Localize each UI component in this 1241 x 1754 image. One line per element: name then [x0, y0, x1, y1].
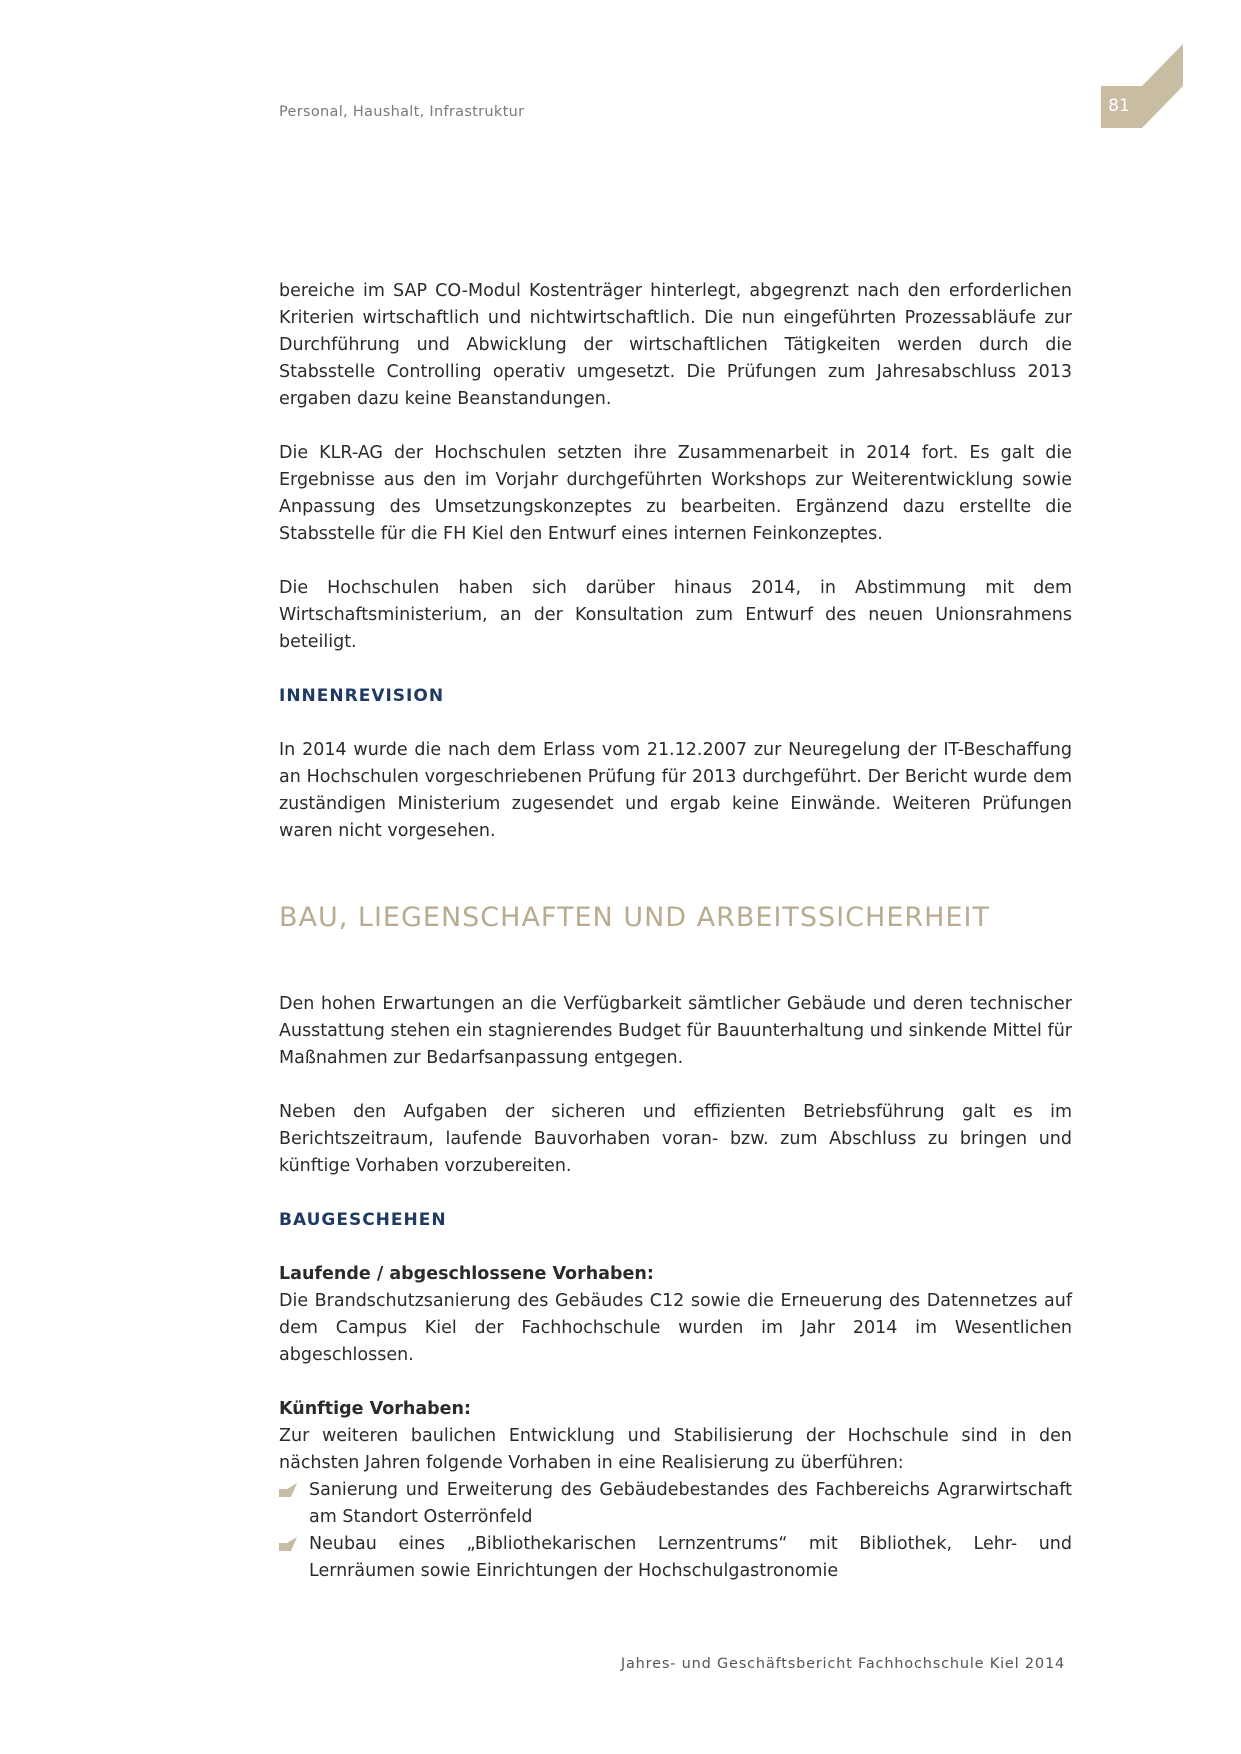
paragraph-text: Zur weiteren baulichen Entwicklung und Stabilisierung der Hochschule sind in den nächsten Jahren folgende Vorhaben in eine Realisierung zu überführen:	[279, 1426, 1072, 1473]
list-item-text: Sanierung und Erweiterung des Gebäudebestandes des Fachbereichs Agrarwirtschaft am Standort Osterrönfeld	[309, 1480, 1072, 1527]
paragraph-laufende	[279, 1261, 1072, 1369]
subheading-innenrevision: INNENREVISION	[279, 686, 445, 706]
paragraph: Die Hochschulen haben sich darüber hinaus 2014, in Abstimmung mit dem Wirtschaftsministerium, an der Konsultation zum Entwurf des neuen Unionsrahmens beteiligt.	[279, 578, 1072, 652]
list-item	[279, 1477, 1072, 1531]
paragraph: bereiche im SAP CO-Modul Kostenträger hinterlegt, abgegrenzt nach den erforderlichen Kriterien wirtschaftlich und nichtwirtschaftlich. Die nun eingeführten Prozessabläufe zur Durchführung und Abwicklung der wirtschaftlichen Tätigkeiten werden durch die Stabsstelle Controlling operativ umgesetzt. Die Prüfungen zum Jahresabschluss 2013 ergaben dazu keine Beanstandungen.	[279, 281, 1072, 409]
list-item	[279, 1531, 1072, 1585]
page-number: 81	[1108, 96, 1130, 116]
paragraph: Neben den Aufgaben der sicheren und effizienten Betriebsführung galt es im Berichtszeitraum, laufende Bauvorhaben voran- bzw. zum Abschluss zu bringen und künftige Vorhaben vorzubereiten.	[279, 1102, 1072, 1176]
running-head: Personal, Haushalt, Infrastruktur	[279, 104, 525, 120]
main-content	[279, 278, 1072, 1585]
bullet-list	[279, 1477, 1072, 1585]
paragraph: Den hohen Erwartungen an die Verfügbarkeit sämtlicher Gebäude und deren technischer Ausstattung stehen ein stagnierendes Budget für Bauunterhaltung und sinkende Mittel für Maßnahmen zur Bedarfsanpassung entgegen.	[279, 994, 1072, 1068]
label-kuenftige-vorhaben: Künftige Vorhaben:	[279, 1399, 471, 1419]
list-item-text: Neubau eines „Bibliothekarischen Lernzentrums“ mit Bibliothek, Lehr- und Lernräumen sowie Einrichtungen der Hochschulgastronomie	[309, 1534, 1072, 1581]
paragraph: Die KLR-AG der Hochschulen setzten ihre Zusammenarbeit in 2014 fort. Es galt die Ergebnisse aus den im Vorjahr durchgeführten Workshops zur Weiterentwicklung sowie Anpassung des Umsetzungskonzeptes zu bearbeiten. Ergänzend dazu erstellte die Stabsstelle für die FH Kiel den Entwurf eines internen Feinkonzeptes.	[279, 443, 1072, 544]
paragraph-kuenftige	[279, 1396, 1072, 1585]
section-title: BAU, LIEGENSCHAFTEN UND ARBEITSSICHERHEIT	[279, 902, 990, 933]
footer: Jahres- und Geschäftsbericht Fachhochschule Kiel 2014	[620, 1656, 1065, 1672]
label-laufende-vorhaben: Laufende / abgeschlossene Vorhaben:	[279, 1264, 654, 1284]
paragraph: In 2014 wurde die nach dem Erlass vom 21.12.2007 zur Neuregelung der IT-Beschaffung an Hochschulen vorgeschriebenen Prüfung für 2013 durchgeführt. Der Bericht wurde dem zuständigen Ministerium zugesendet und ergab keine Einwände. Weiteren Prüfungen waren nicht vorgesehen.	[279, 740, 1072, 841]
check-bullet-icon	[279, 1537, 297, 1551]
check-bullet-icon	[279, 1483, 297, 1497]
paragraph-text: Die Brandschutzsanierung des Gebäudes C12 sowie die Erneuerung des Datennetzes auf dem Campus Kiel der Fachhochschule wurden im Jahr 2014 im Wesentlichen abgeschlossen.	[279, 1291, 1072, 1365]
subheading-baugeschehen: BAUGESCHEHEN	[279, 1210, 447, 1230]
